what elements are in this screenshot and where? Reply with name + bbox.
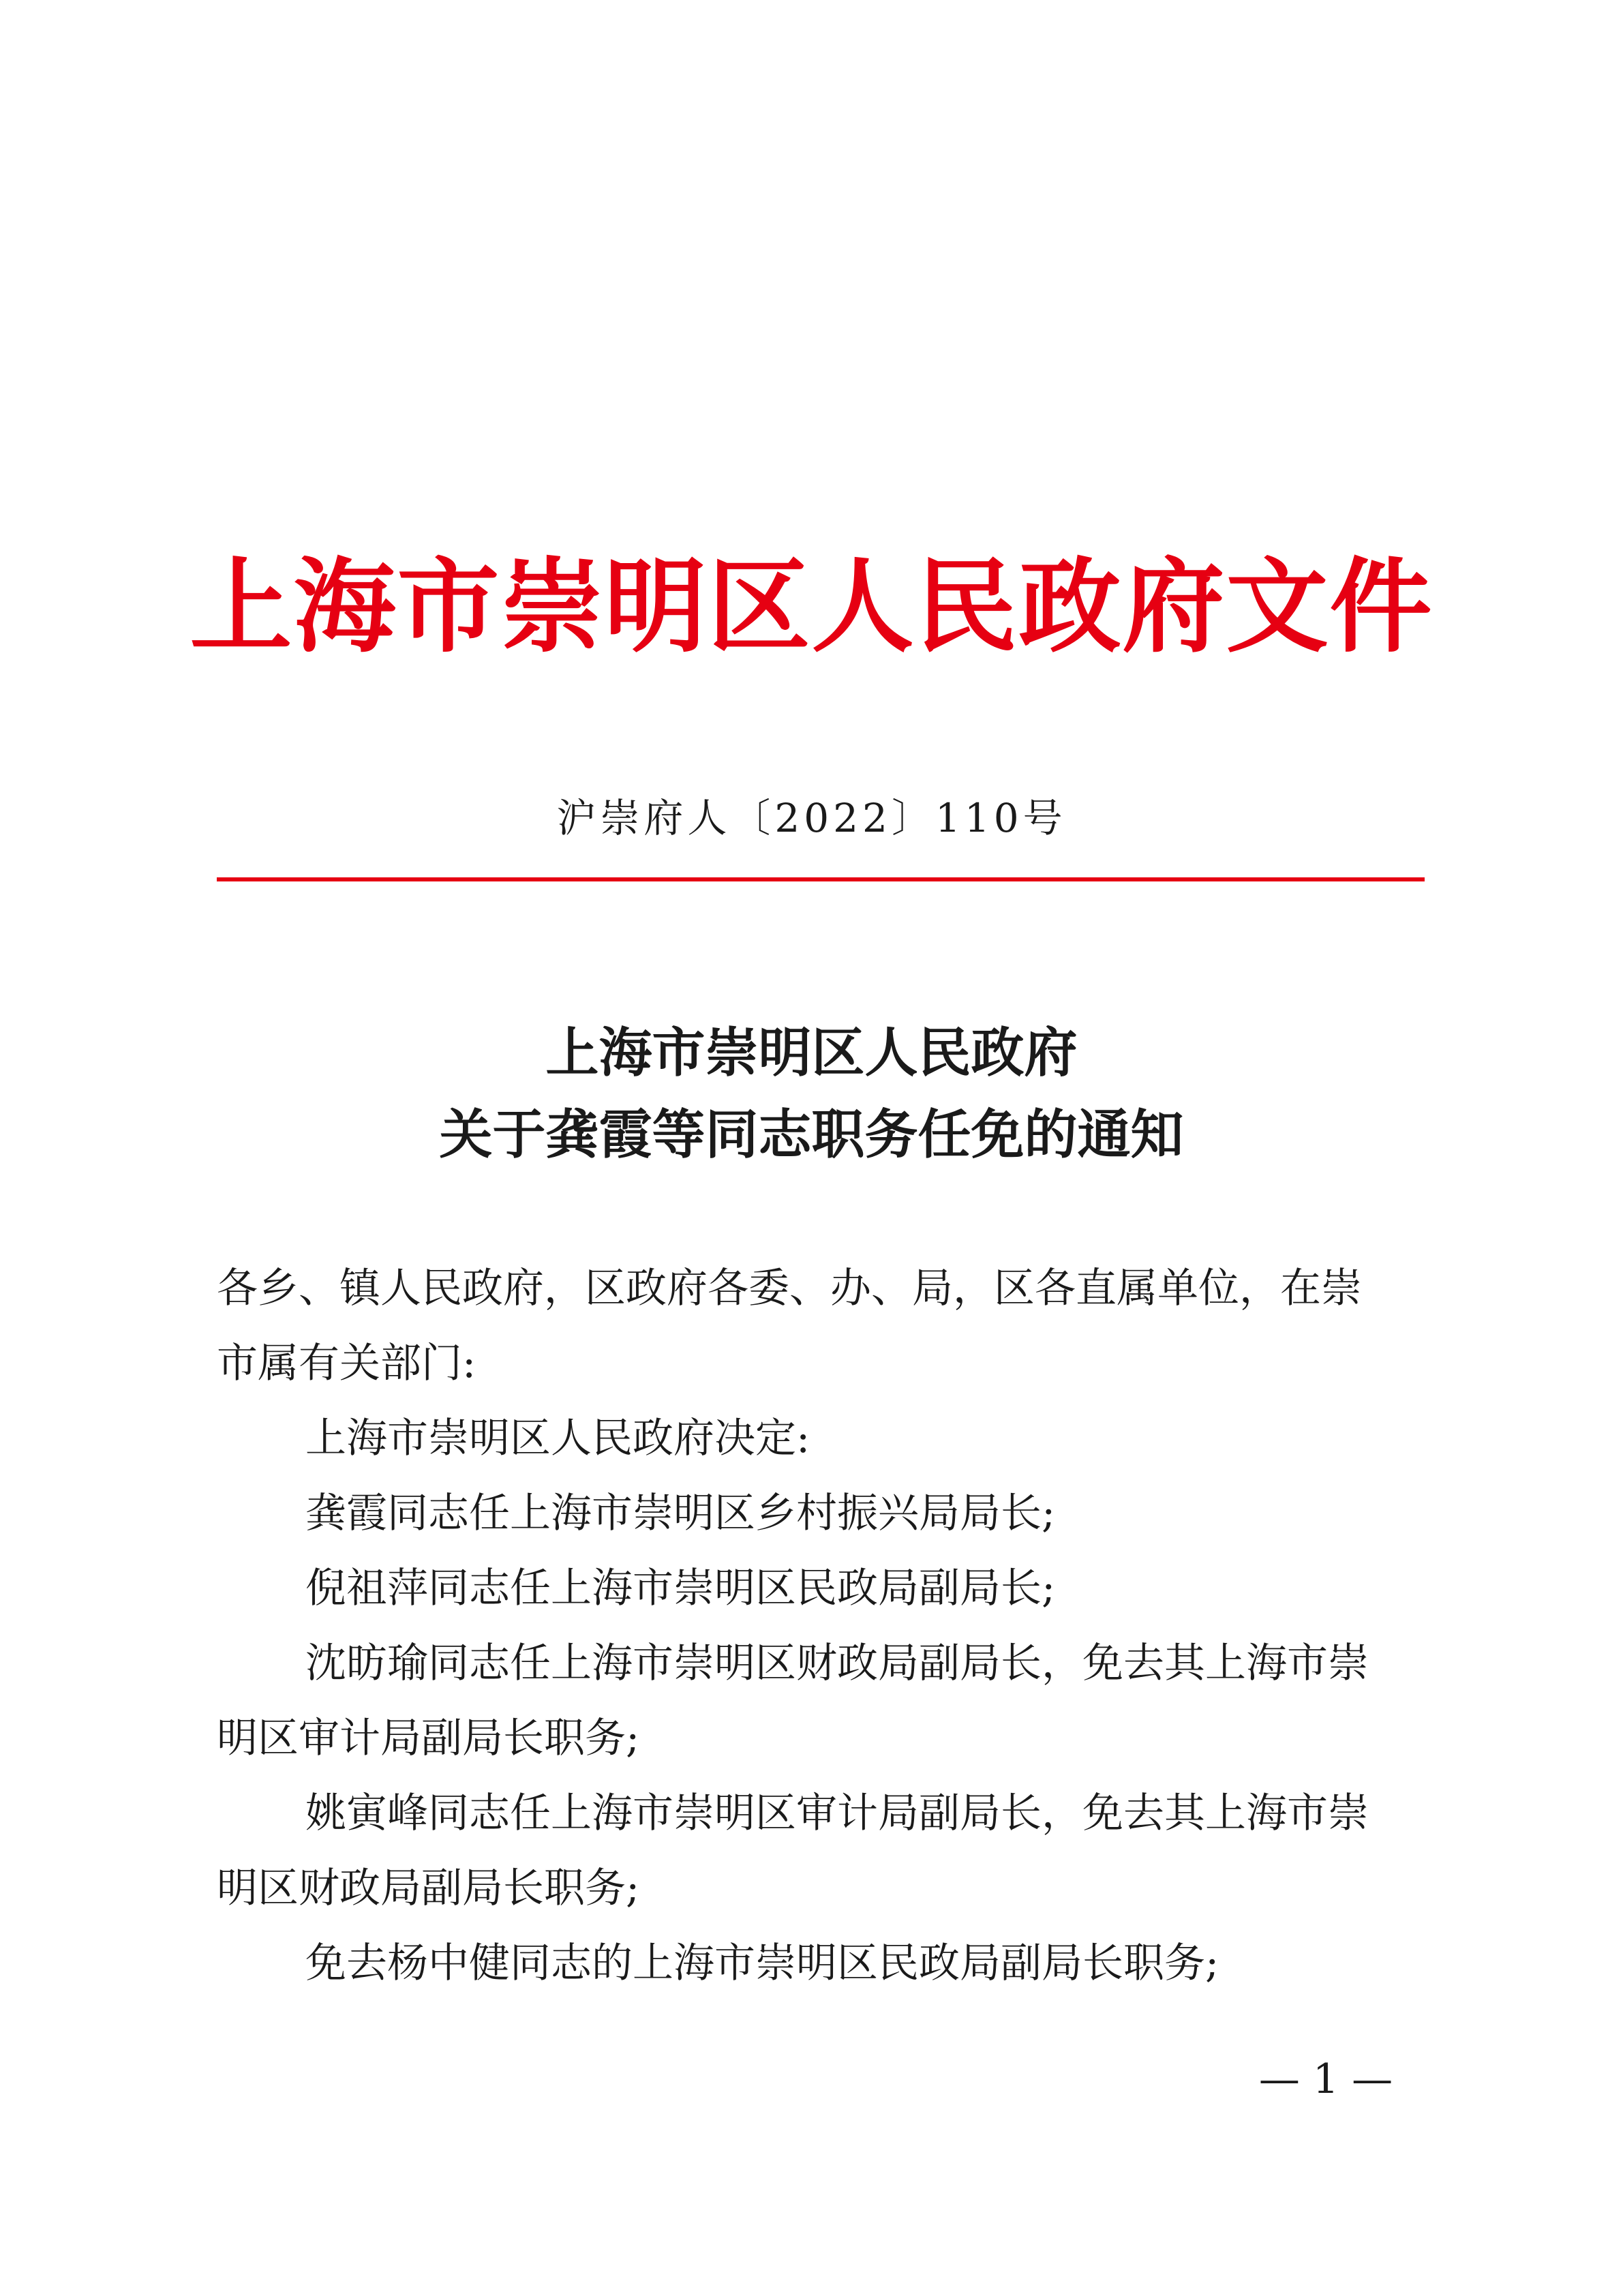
appointment-item-4-line-2: 明区财政局副局长职务; (217, 1864, 640, 1912)
red-separator-rule (217, 877, 1425, 881)
document-number: 沪崇府人〔2022〕110号 (556, 795, 1067, 841)
issuing-authority-title: 上海市崇明区人民政府文件 (189, 547, 1434, 667)
appointment-item-3-line-2: 明区审计局副局长职务; (217, 1715, 640, 1762)
notice-title-line-2: 关于龚霞等同志职务任免的通知 (439, 1104, 1184, 1166)
appointment-item-2: 倪祖萍同志任上海市崇明区民政局副局长; (305, 1565, 1056, 1612)
recipients-line-2: 市属有关部门: (217, 1340, 476, 1387)
decision-line: 上海市崇明区人民政府决定: (305, 1415, 810, 1462)
appointment-item-1: 龚霞同志任上海市崇明区乡村振兴局局长; (305, 1490, 1056, 1537)
appointment-item-5: 免去杨中健同志的上海市崇明区民政局副局长职务; (305, 1939, 1219, 1987)
notice-title-line-1: 上海市崇明区人民政府 (545, 1022, 1078, 1084)
page-number: — 1 — (1258, 2055, 1393, 2103)
appointment-item-3-line-1: 沈昉瑜同志任上海市崇明区财政局副局长，免去其上海市崇 (305, 1640, 1369, 1687)
recipients-line-1: 各乡、镇人民政府，区政府各委、办、局，区各直属单位，在崇 (217, 1265, 1362, 1312)
appointment-item-4-line-1: 姚寅峰同志任上海市崇明区审计局副局长，免去其上海市崇 (305, 1789, 1369, 1837)
